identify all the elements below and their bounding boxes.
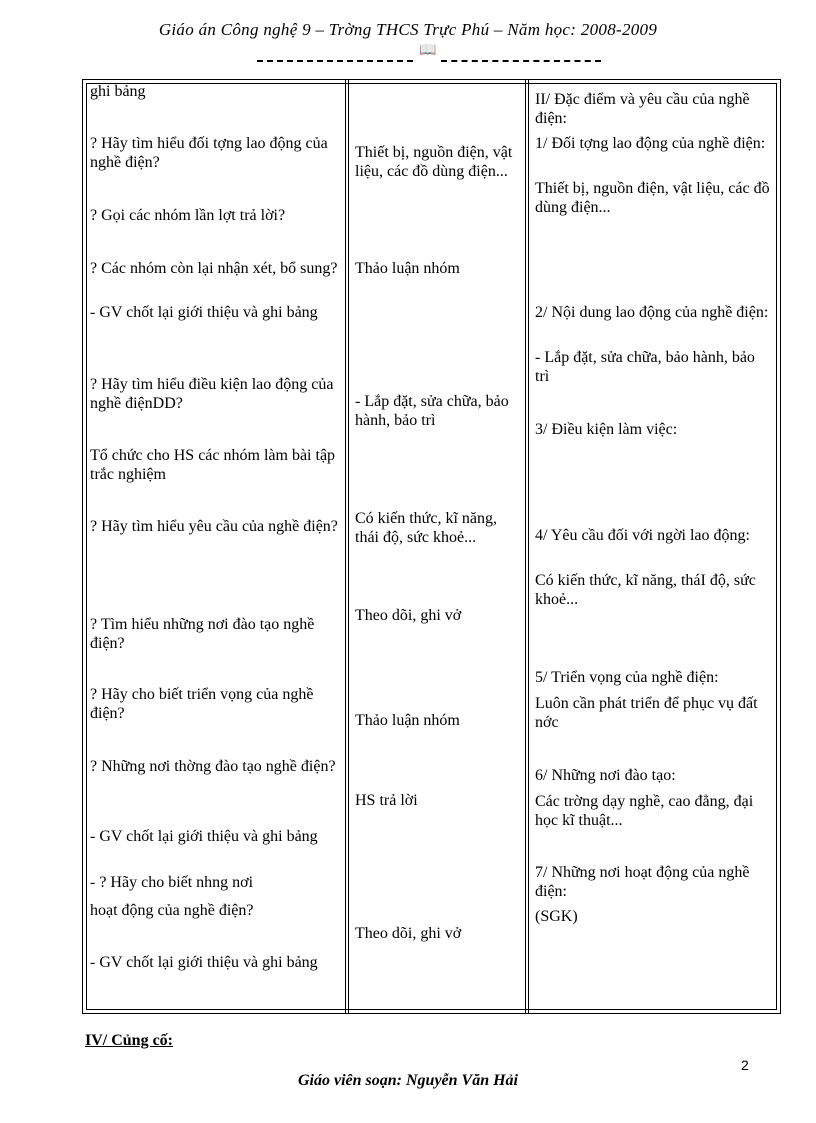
teacher-activity: Tổ chức cho HS các nhóm làm bài tập trắc nghiệm (90, 447, 336, 483)
lesson-content: II/ Đặc điểm và yêu cầu của nghề điện: (535, 91, 750, 127)
teacher-activity: ? Tìm hiểu những nơi đào tạo nghề điện? (90, 616, 315, 652)
teacher-activity: - GV chốt lại giới thiệu và ghi bảng (90, 954, 318, 971)
teacher-activity: hoạt động của nghề điện? (90, 902, 254, 919)
page-header: Giáo án Công nghệ 9 – Trờng THCS Trực Phú – Năm học: 2008-2009 (158, 20, 658, 39)
lesson-content: Có kiến thức, kĩ năng, tháI độ, sức khoẻ... (535, 572, 756, 608)
lesson-content: 2/ Nội dung lao động của nghề điện: (535, 304, 769, 321)
column-divider (525, 79, 529, 1014)
header-rule-left (257, 60, 413, 62)
lesson-content: - Lắp đặt, sửa chữa, bảo hành, bảo trì (535, 349, 755, 385)
lesson-content: (SGK) (535, 908, 578, 925)
student-activity: Thảo luận nhóm (355, 712, 460, 729)
teacher-activity: ghi bảng (90, 83, 146, 100)
student-activity: Có kiến thức, kĩ năng, thái độ, sức khoẻ... (355, 510, 497, 546)
page-number: 2 (741, 1057, 749, 1073)
teacher-activity: ? Hãy tìm hiểu điều kiện lao động của nghề điệnDD? (90, 376, 334, 412)
section-heading: IV/ Củng cố: (85, 1032, 174, 1049)
teacher-activity: ? Gọi các nhóm lần lợt trả lời? (90, 207, 286, 224)
student-activity: Thảo luận nhóm (355, 260, 460, 277)
student-activity: Thiết bị, nguồn điện, vật liệu, các đồ dùng điện... (355, 144, 513, 180)
header-rule-right (441, 60, 601, 62)
student-activity: Theo dõi, ghi vở (355, 607, 462, 624)
lesson-content: Thiết bị, nguồn điện, vật liệu, các đồ dùng điện... (535, 180, 770, 216)
student-activity: - Lắp đặt, sửa chữa, bảo hành, bảo trì (355, 393, 509, 429)
student-activity: Theo dõi, ghi vở (355, 925, 462, 942)
teacher-activity: ? Hãy tìm hiểu đối tợng lao động của nghề điện? (90, 135, 328, 171)
lesson-content: 4/ Yêu cầu đối với ngời lao động: (535, 527, 750, 544)
lesson-content: 3/ Điều kiện làm việc: (535, 421, 678, 438)
lesson-content: 1/ Đối tợng lao động của nghề điện: (535, 135, 766, 152)
lesson-content: 5/ Triển vọng của nghề điện: (535, 669, 719, 686)
page-footer: Giáo viên soạn: Nguyễn Văn Hải (297, 1072, 518, 1089)
student-activity: HS trả lời (355, 792, 418, 809)
teacher-activity: ? Hãy tìm hiểu yêu cầu của nghề điện? (90, 518, 338, 535)
teacher-activity: - GV chốt lại giới thiệu và ghi bảng (90, 304, 318, 321)
teacher-activity: ? Hãy cho biết triển vọng của nghề điện? (90, 686, 314, 722)
teacher-activity: ? Các nhóm còn lại nhận xét, bổ sung? (90, 260, 338, 277)
teacher-activity: - ? Hãy cho biết nhng nơi (90, 874, 254, 891)
teacher-activity: - GV chốt lại giới thiệu và ghi bảng (90, 828, 318, 845)
book-icon: 📖 (419, 43, 437, 58)
lesson-content: 6/ Những nơi đào tạo: (535, 767, 676, 784)
column-divider (345, 79, 349, 1014)
lesson-content: 7/ Những nơi hoạt động của nghề điện: (535, 864, 750, 900)
lesson-content: Các trờng dạy nghề, cao đẳng, đại học kĩ thuật... (535, 793, 754, 829)
lesson-content: Luôn cần phát triển để phục vụ đất nớc (535, 695, 758, 731)
teacher-activity: ? Những nơi thờng đào tạo nghề điện? (90, 758, 336, 775)
